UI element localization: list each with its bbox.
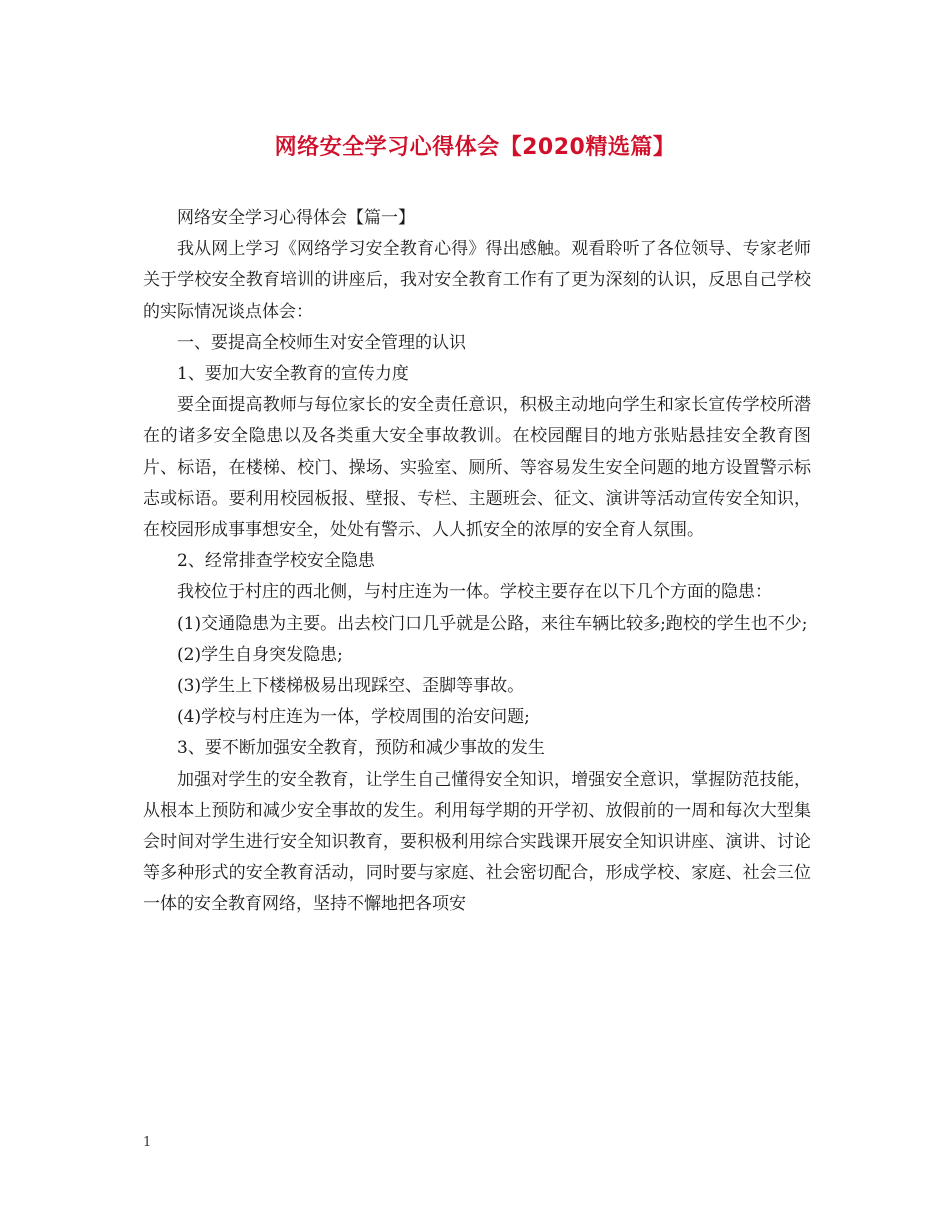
paragraph: 要全面提高教师与每位家长的安全责任意识，积极主动地向学生和家长宣传学校所潜在的诸多安全隐患以及各类重大安全事故教训。在校园醒目的地方张贴悬挂安全教育图片、标语，在楼梯、校门、操场、实验室、厕所、等容易发生安全问题的地方设置警示标志或标语。要利用校园板报、壁报、专栏、主题班会、征文、演讲等活动宣传安全知识，在校园形成事事想安全，处处有警示、人人抓安全的浓厚的安全育人氛围。 bbox=[143, 395, 811, 541]
page-title: 网络安全学习心得体会【2020精选篇】 bbox=[274, 135, 676, 160]
paragraph: 3、要不断加强安全教育，预防和减少事故的发生 bbox=[177, 738, 545, 759]
paragraph: 加强对学生的安全教育，让学生自己懂得安全知识，增强安全意识，掌握防范技能，从根本上预防和减少安全事故的发生。利用每学期的开学初、放假前的一周和每次大型集会时间对学生进行安全知识教育，要积极利用综合实践课开展安全知识讲座、演讲、讨论等多种形式的安全教育活动，同时要与家庭、社会密切配合，形成学校、家庭、社会三位一体的安全教育网络，坚持不懈地把各项安 bbox=[143, 769, 811, 915]
page-number: 1 bbox=[143, 1135, 152, 1150]
paragraph: 我从网上学习《网络学习安全教育心得》得出感触。观看聆听了各位领导、专家老师关于学校安全教育培训的讲座后，我对安全教育工作有了更为深刻的认识，反思自己学校的实际情况谈点体会： bbox=[143, 239, 811, 322]
paragraph: 1、要加大安全教育的宣传力度 bbox=[177, 364, 409, 385]
paragraph: (4)学校与村庄连为一体，学校周围的治安问题; bbox=[177, 707, 530, 728]
paragraph: 网络安全学习心得体会【篇一】 bbox=[177, 208, 415, 228]
paragraph: 2、经常排查学校安全隐患 bbox=[177, 551, 375, 572]
paragraph: (1)交通隐患为主要。出去校门口几乎就是公路，来往车辆比较多;跑校的学生也不少; bbox=[177, 613, 808, 634]
paragraph: 一、要提高全校师生对安全管理的认识 bbox=[177, 332, 466, 353]
paragraph: 我校位于村庄的西北侧，与村庄连为一体。学校主要存在以下几个方面的隐患： bbox=[177, 582, 772, 603]
paragraph: (3)学生上下楼梯极易出现踩空、歪脚等事故。 bbox=[177, 676, 525, 697]
document-body bbox=[143, 203, 811, 921]
paragraph: (2)学生自身突发隐患; bbox=[177, 644, 343, 665]
